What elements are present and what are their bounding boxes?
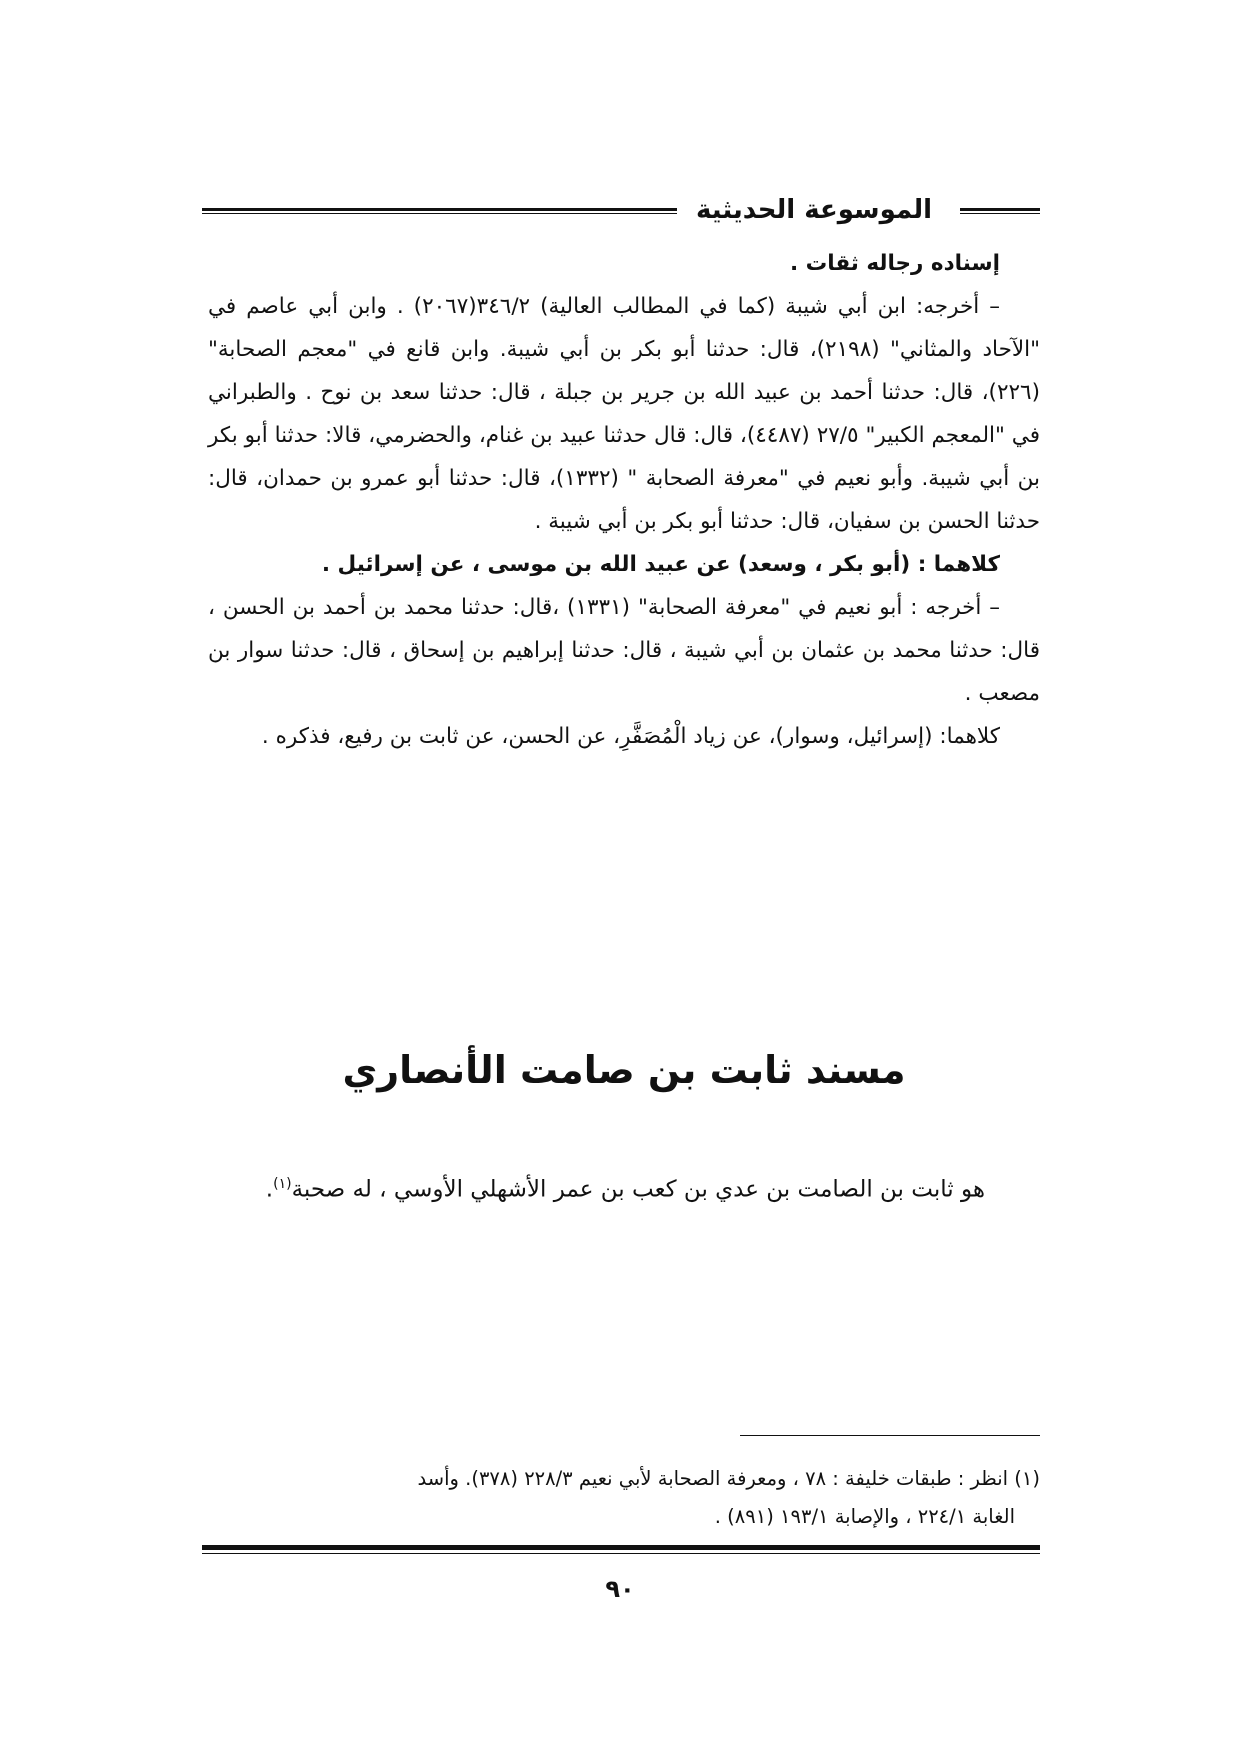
header-rule-left xyxy=(202,208,677,214)
footnote-marker[interactable]: (١) xyxy=(273,1176,292,1192)
footnote-line-2: الغابة ٢٢٤/١ ، والإصابة ١٩٣/١ (٨٩١) . xyxy=(714,1505,1015,1528)
footnotes xyxy=(208,1460,1040,1536)
footer-rule-thin xyxy=(202,1553,1040,1554)
paragraph-1: – أخرجه: ابن أبي شيبة (كما في المطالب العالية) ٣٤٦/٢(٢٠٦٧) . وابن أبي عاصم في "الآحاد والمثاني" (٢١٩٨)، قال: حدثنا أبو بكر بن أبي شيبة. وابن قانع في "معجم الصحابة" (٢٢٦)، قال: حدثنا أحمد بن عبيد الله بن جرير بن جبلة ، قال: حدثنا سعد بن نوح . والطبراني في "المعجم الكبير" ٢٧/٥ (٤٤٨٧)، قال: قال حدثنا عبيد بن غنام، والحضرمي، قالا: حدثنا أبو بكر بن أبي شيبة. وأبو نعيم في "معرفة الصحابة " (١٣٣٢)، قال: حدثنا أبو عمرو بن حمدان، قال: حدثنا الحسن بن سفيان، قال: حدثنا أبو بكر بن أبي شيبة . xyxy=(208,294,1041,534)
page-number: ٩٠ xyxy=(605,1575,635,1603)
main-text xyxy=(208,242,1040,758)
footnote-line-1: (١) انظر : طبقات خليفة : ٧٨ ، ومعرفة الصحابة لأبي نعيم ٢٢٨/٣ (٣٧٨). وأسد xyxy=(417,1467,1040,1490)
paragraph-4: كلاهما: (إسرائيل، وسوار)، عن زياد الْمُصَفَّرِ، عن الحسن، عن ثابت بن رفيع، فذكره . xyxy=(261,724,1000,749)
bio-block xyxy=(208,1160,1040,1214)
paragraph-2: كلاهما : (أبو بكر ، وسعد) عن عبيد الله بن موسى ، عن إسرائيل . xyxy=(321,552,1000,577)
section-heading: مسند ثابت بن صامت الأنصاري xyxy=(342,1048,906,1092)
footnote-separator xyxy=(740,1435,1040,1436)
isnad-note: إسناده رجاله ثقات . xyxy=(790,251,1000,276)
footer-rule-thick xyxy=(202,1545,1040,1550)
running-header xyxy=(202,190,1040,230)
running-title: الموسوعة الحديثية xyxy=(695,195,932,225)
bio-text: هو ثابت بن الصامت بن عدي بن كعب بن عمر الأشهلي الأوسي ، له صحبة xyxy=(291,1176,985,1203)
header-rule-right xyxy=(960,208,1040,214)
bio-paragraph xyxy=(208,1160,1040,1214)
footer-rule xyxy=(202,1545,1040,1553)
bio-end: . xyxy=(265,1176,274,1203)
paragraph-3: – أخرجه : أبو نعيم في "معرفة الصحابة" (١٣٣١) ،قال: حدثنا محمد بن أحمد بن الحسن ، قال: حدثنا محمد بن عثمان بن أبي شيبة ، قال: حدثنا إبراهيم بن إسحاق ، قال: حدثنا سوار بن مصعب . xyxy=(208,595,1040,706)
